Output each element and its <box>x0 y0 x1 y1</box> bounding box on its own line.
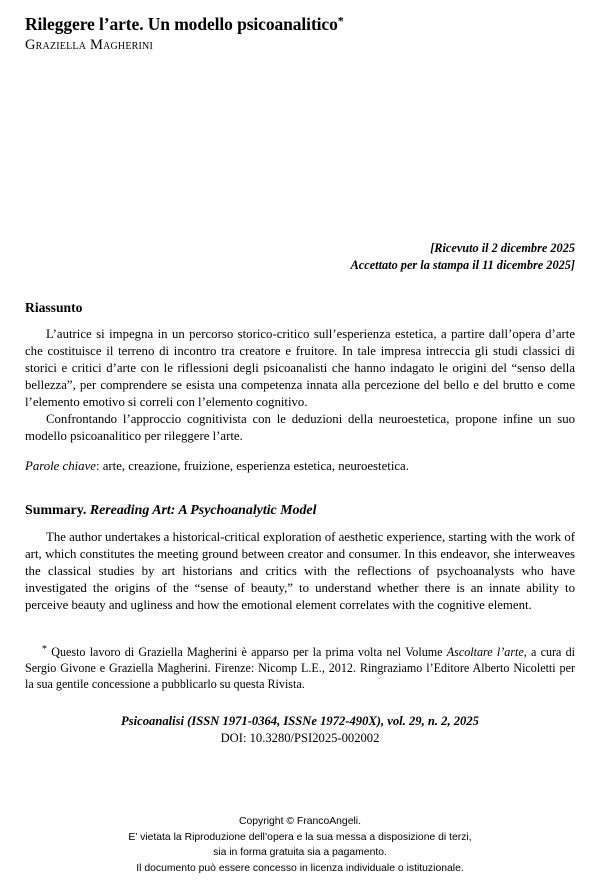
footnote-text-after: , a cura di Sergio Givone e Graziella Magherini. Firenze: Nicomp L.E., 2012. Ringraziamo l’Editore Alberto Nicoletti per la sua gentile concessione a pubblicarlo su questa Rivista. <box>25 645 576 692</box>
journal-citation <box>25 713 575 747</box>
abstract-english-paragraph: The author undertakes a historical-critical exploration of aesthetic experience, starting with the work of art, which constitutes the meeting ground between creator and consumer. In this endeavor, she interweaves the classical studies by art historians and critics with the reflections of psychoanalysts who have investigated the origins of the “sense of beauty,” to understand whether there is an innate ability to perceive beauty and ugliness and how the emotional element correlates with the cognitive element. <box>25 530 575 613</box>
author-name: Graziella Magherini <box>25 36 153 53</box>
page-title <box>25 14 575 35</box>
article-title-text: Rileggere l’arte. Un modello psicoanalitico <box>25 14 338 34</box>
abstract-english-body <box>25 529 575 614</box>
publication-dates <box>25 240 575 274</box>
date-accepted: Accettato per la stampa il 11 dicembre 2025] <box>350 258 575 272</box>
summary-label: Summary. <box>25 502 87 518</box>
summary-title: Rereading Art: A Psychoanalytic Model <box>89 502 317 518</box>
abstract-italian-body <box>25 326 575 445</box>
footnote <box>25 644 575 692</box>
footnote-book-title: Ascoltare l’arte <box>446 645 524 660</box>
abstract-english-heading <box>25 502 575 519</box>
copyright-line-4: Il documento può essere concesso in licenza individuale o istituzionale. <box>136 862 464 874</box>
keywords-italian <box>25 458 575 475</box>
footnote-marker: * <box>42 644 47 656</box>
title-footnote-marker: * <box>337 13 344 28</box>
citation-doi-line: DOI: 10.3280/PSI2025-002002 <box>220 731 380 746</box>
copyright-notice <box>0 814 600 876</box>
keywords-label: Parole chiave <box>25 458 96 473</box>
abstract-italian-paragraph: Confrontando l’approccio cognitivista con le deduzioni della neuroestetica, propone infine un suo modello psicoanalitico per rileggere l’arte. <box>25 412 575 443</box>
abstract-italian-paragraph: L’autrice si impegna in un percorso storico-critico sull’esperienza estetica, a partire dall’opera d’arte che costituisce il terreno di incontro tra creatore e fruitore. In tale impresa intreccia gli studi classici di storici e critici d’arte con le riflessioni degli psicoanalisti che hanno indagato le origini del “senso della bellezza”, per comprendere se esista una competenza innata alla percezione del bello e del brutto e come l’elemento emotivo si correli con l’elemento cognitivo. <box>25 327 575 410</box>
abstract-italian-heading: Riassunto <box>25 299 83 315</box>
copyright-line-3: sia in forma gratuita sia a pagamento. <box>213 847 387 859</box>
keywords-value: : arte, creazione, fruizione, esperienza estetica, neuroestetica. <box>95 458 409 473</box>
copyright-line-1: Copyright © FrancoAngeli. <box>238 816 361 828</box>
copyright-line-2: E’ vietata la Riproduzione dell’opera e la sua messa a disposizione di terzi, <box>128 831 472 843</box>
citation-journal-line: Psicoanalisi (ISSN 1971-0364, ISSNe 1972-490X), vol. 29, n. 2, 2025 <box>121 714 479 729</box>
footnote-text-before: Questo lavoro di Graziella Magherini è apparso per la prima volta nel Volume <box>47 645 447 660</box>
date-received: [Ricevuto il 2 dicembre 2025 <box>430 241 575 256</box>
